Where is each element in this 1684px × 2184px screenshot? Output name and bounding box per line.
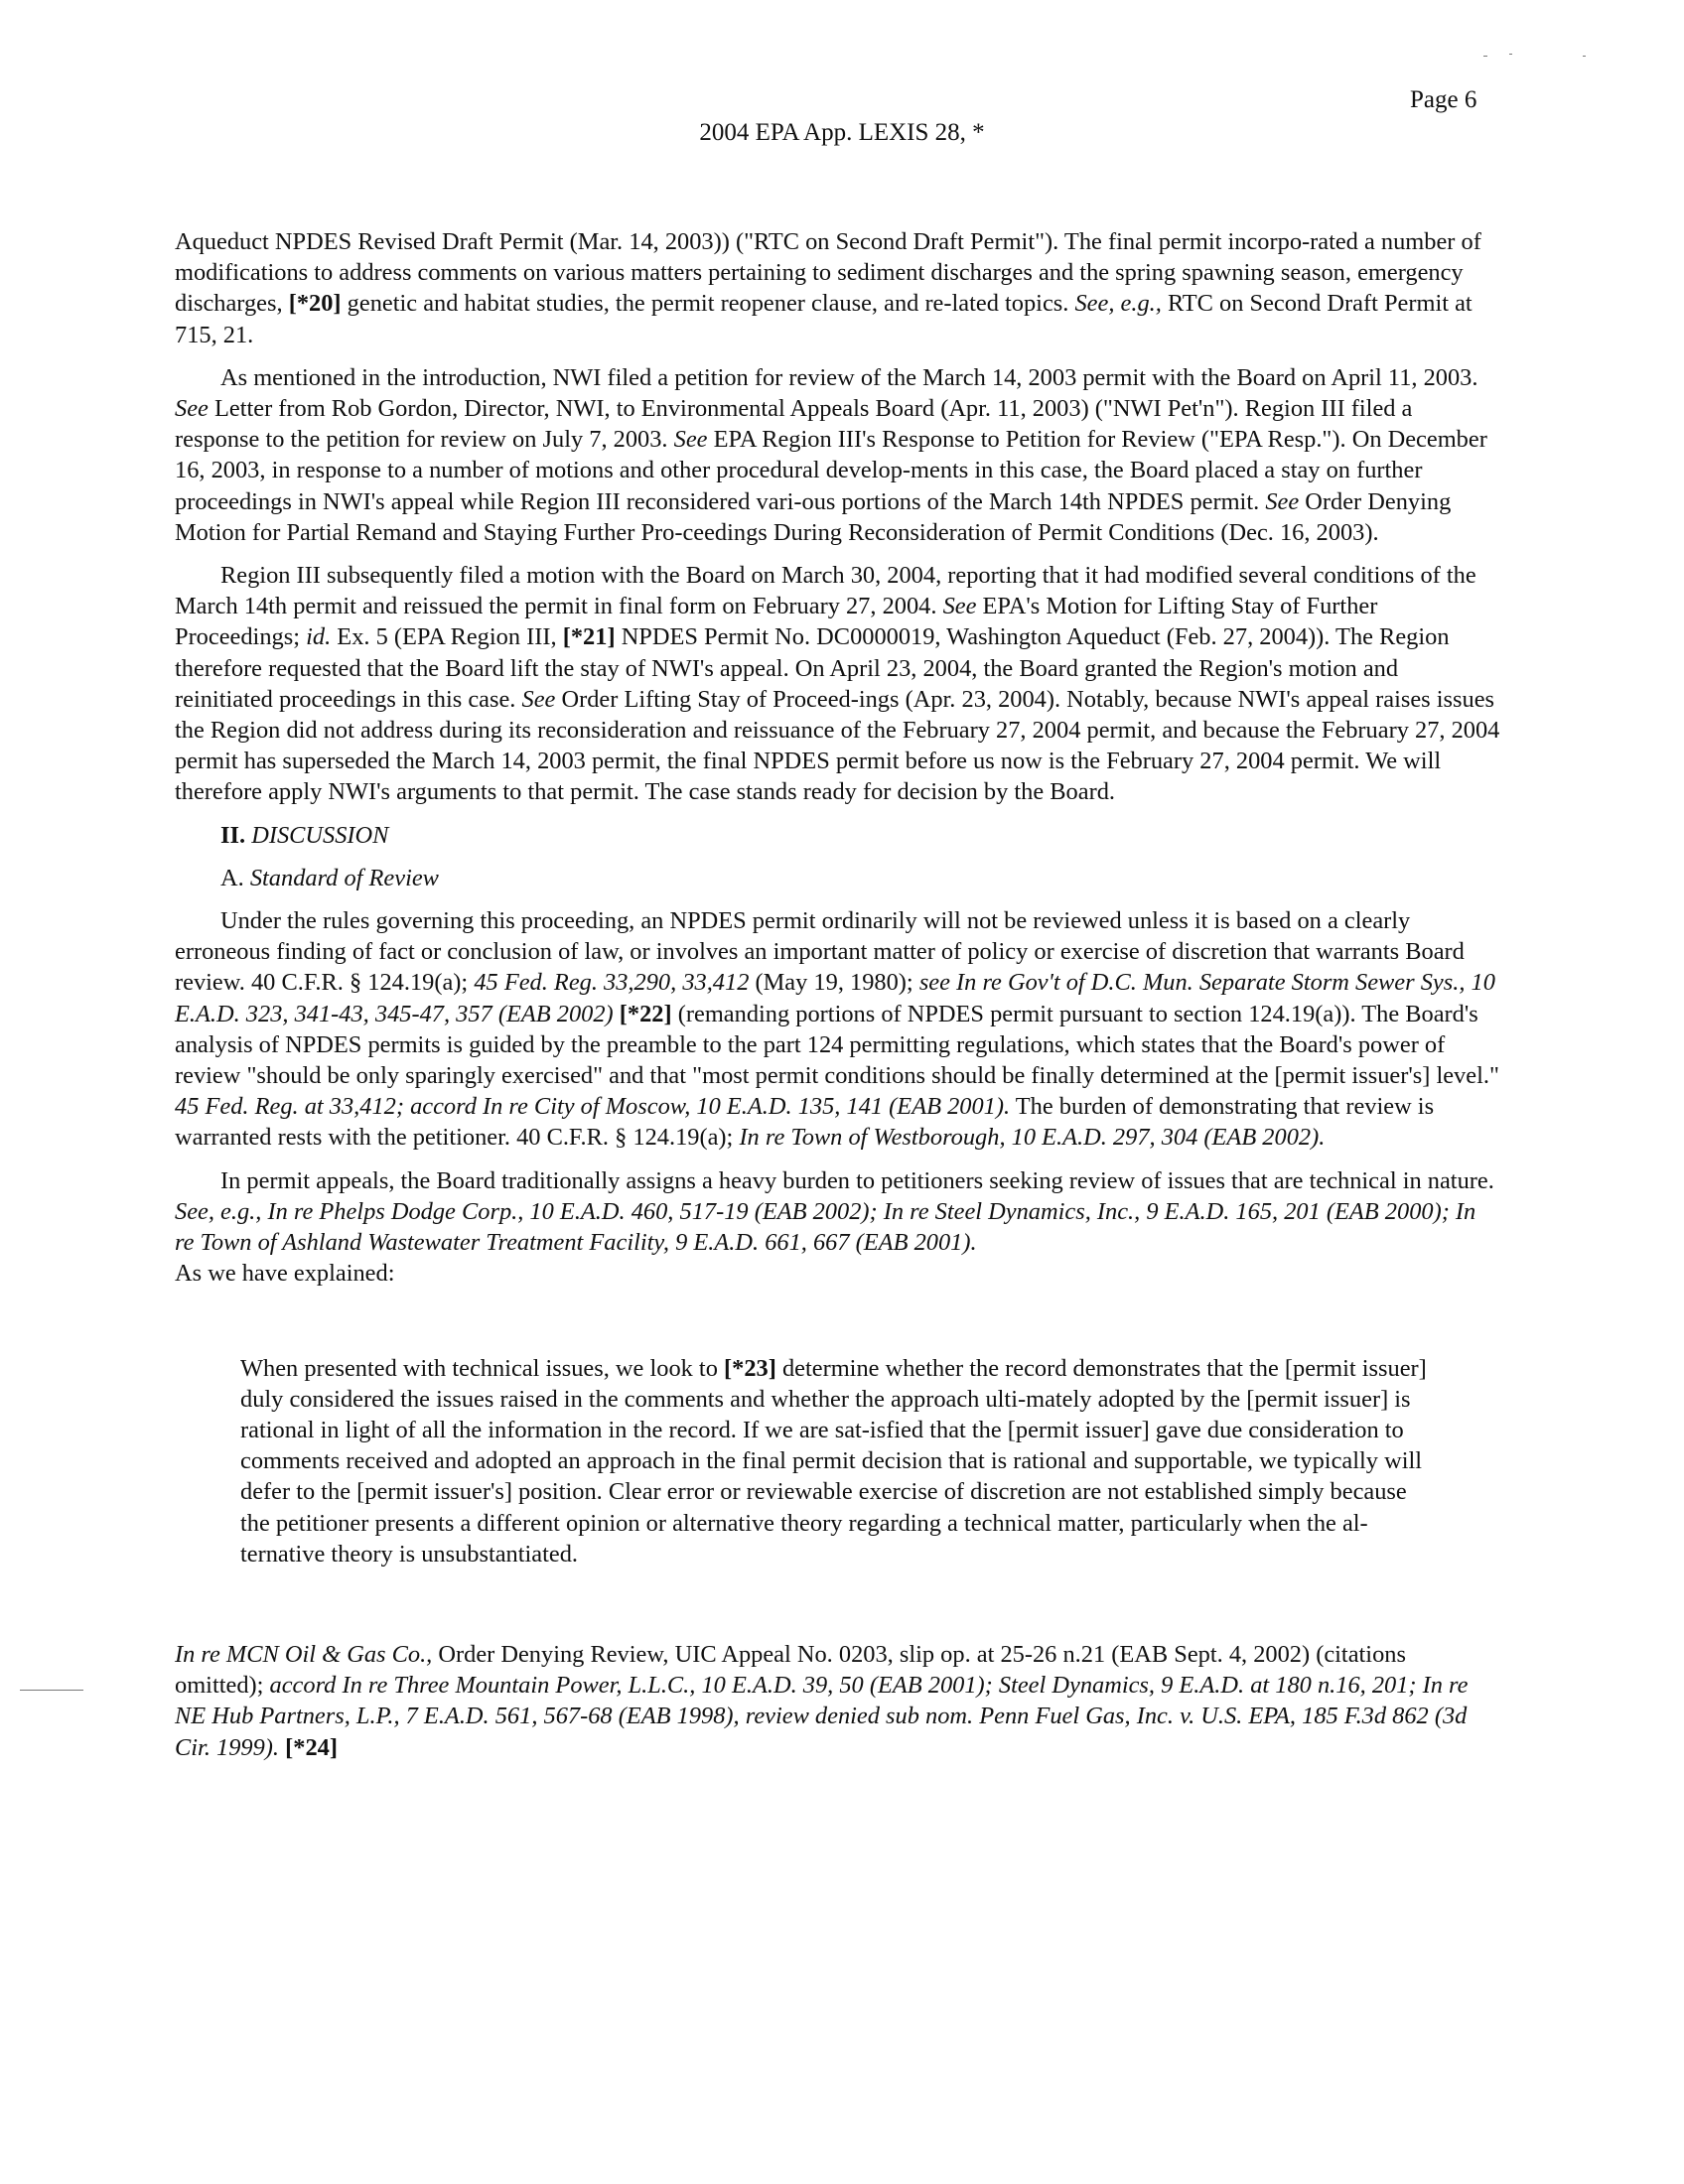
- scan-artifact: [1483, 56, 1487, 57]
- paragraph: Under the rules governing this proceeding, an NPDES permit ordinarily will not be reviewed unless it is based on a clearly erroneous finding of fact or conclusion of law, or involves an important matter of policy or exercise of discretion that warrants Board review. 40 C.F.R. § 124.19(a); 45 Fed. Reg. 33,290, 33,412 (May 19, 1980); see In re Gov't of D.C. Mun. Separate Storm Sewer Sys., 10 E.A.D. 323, 341-43, 345-47, 357 (EAB 2002) [*22] (remanding portions of NPDES permit pursuant to section 124.19(a)). The Board's analysis of NPDES permits is guided by the preamble to the part 124 permitting regulations, which states that the Board's power of review "should be only sparingly exercised" and that "most permit conditions should be finally determined at the [permit issuer's] level." 45 Fed. Reg. at 33,412; accord In re City of Moscow, 10 E.A.D. 135, 141 (EAB 2001). The burden of demonstrating that review is warranted rests with the petitioner. 40 C.F.R. § 124.19(a); In re Town of Westborough, 10 E.A.D. 297, 304 (EAB 2002).: [175, 907, 1499, 1152]
- star-page-marker: [*24]: [285, 1733, 338, 1761]
- section-heading: II. DISCUSSION: [220, 821, 389, 849]
- scan-artifact: [1509, 54, 1512, 55]
- paragraph: As mentioned in the introduction, NWI filed a petition for review of the March 14, 2003 permit with the Board on April 11, 2003. See Letter from Rob Gordon, Director, NWI, to Environmental Appeals Board (Apr. 11, 2003) ("NWI Pet'n"). Region III filed a response to the petition for review on July 7, 2003. See EPA Region III's Response to Petition for Review ("EPA Resp."). On December 16, 2003, in response to a number of motions and other procedural develop-ments in this case, the Board placed a stay on further proceedings in NWI's appeal while Region III reconsidered vari-ous portions of the March 14th NPDES permit. See Order Denying Motion for Partial Remand and Staying Further Pro-ceedings During Reconsideration of Permit Conditions (Dec. 16, 2003).: [175, 363, 1487, 546]
- star-page-marker: [*21]: [562, 623, 616, 651]
- star-page-marker: [*22]: [619, 1000, 672, 1027]
- paragraph: In permit appeals, the Board traditionally assigns a heavy burden to petitioners seeking review of issues that are technical in nature. See, e.g., In re Phelps Dodge Corp., 10 E.A.D. 460, 517-19 (EAB 2002); In re Steel Dynamics, Inc., 9 E.A.D. 165, 201 (EAB 2000); In re Town of Ashland Wastewater Treatment Facility, 9 E.A.D. 661, 667 (EAB 2001). As we have explained:: [175, 1166, 1494, 1288]
- page-header: 2004 EPA App. LEXIS 28, *: [699, 119, 985, 146]
- scan-artifact: [20, 1690, 83, 1691]
- star-page-marker: [*20]: [288, 290, 342, 318]
- quote-citation: In re MCN Oil & Gas Co., Order Denying Review, UIC Appeal No. 0203, slip op. at 25-26 n.21 (EAB Sept. 4, 2002) (citations omitted); accord In re Three Mountain Power, L.L.C., 10 E.A.D. 39, 50 (EAB 2001); Steel Dynamics, 9 E.A.D. at 180 n.16, 201; In re NE Hub Partners, L.P., 7 E.A.D. 561, 567-68 (EAB 1998), review denied sub nom. Penn Fuel Gas, Inc. v. U.S. EPA, 185 F.3d 862 (3d Cir. 1999). [*24]: [175, 1640, 1469, 1761]
- paragraph: Aqueduct NPDES Revised Draft Permit (Mar. 14, 2003)) ("RTC on Second Draft Permit"). The final permit incorpo-rated a number of modifications to address comments on various matters pertaining to sediment discharges and the spring spawning season, emergency discharges, [*20] genetic and habitat studies, the permit reopener clause, and re-lated topics. See, e.g., RTC on Second Draft Permit at 715, 21.: [175, 228, 1481, 348]
- scan-artifact: [1583, 56, 1586, 57]
- subsection-heading: A. Standard of Review: [220, 864, 439, 891]
- paragraph: Region III subsequently filed a motion with the Board on March 30, 2004, reporting that it had modified several conditions of the March 14th permit and reissued the permit in final form on February 27, 2004. See EPA's Motion for Lifting Stay of Further Proceedings; id. Ex. 5 (EPA Region III, [*21] NPDES Permit No. DC0000019, Washington Aqueduct (Feb. 27, 2004)). The Region therefore requested that the Board lift the stay of NWI's appeal. On April 23, 2004, the Board granted the Region's motion and reinitiated proceedings in this case. See Order Lifting Stay of Proceed-ings (Apr. 23, 2004). Notably, because NWI's appeal raises issues the Region did not address during its reconsideration and reissuance of the February 27, 2004 permit, and because the February 27, 2004 permit has superseded the March 14, 2003 permit, the final NPDES permit before us now is the February 27, 2004 permit. We will therefore apply NWI's arguments to that permit. The case stands ready for decision by the Board.: [175, 562, 1500, 806]
- star-page-marker: [*23]: [724, 1354, 776, 1382]
- document-body: [175, 226, 1500, 1775]
- block-quote: When presented with technical issues, we look to [*23] determine whether the record demonstrates that the [permit issuer] duly considered the issues raised in the comments and whether the approach ulti-mately adopted by the [permit issuer] is rational in light of all the information in the record. If we are sat-isfied that the [permit issuer] gave due consideration to comments received and adopted an approach in the final permit decision that is rational and supportable, we typically will defer to the [permit issuer's] position. Clear error or reviewable exercise of discretion are not established simply because the petitioner presents a different opinion or alternative theory regarding a technical matter, particularly when the al-ternative theory is unsubstantiated.: [240, 1354, 1427, 1568]
- page-number: Page 6: [1410, 86, 1477, 113]
